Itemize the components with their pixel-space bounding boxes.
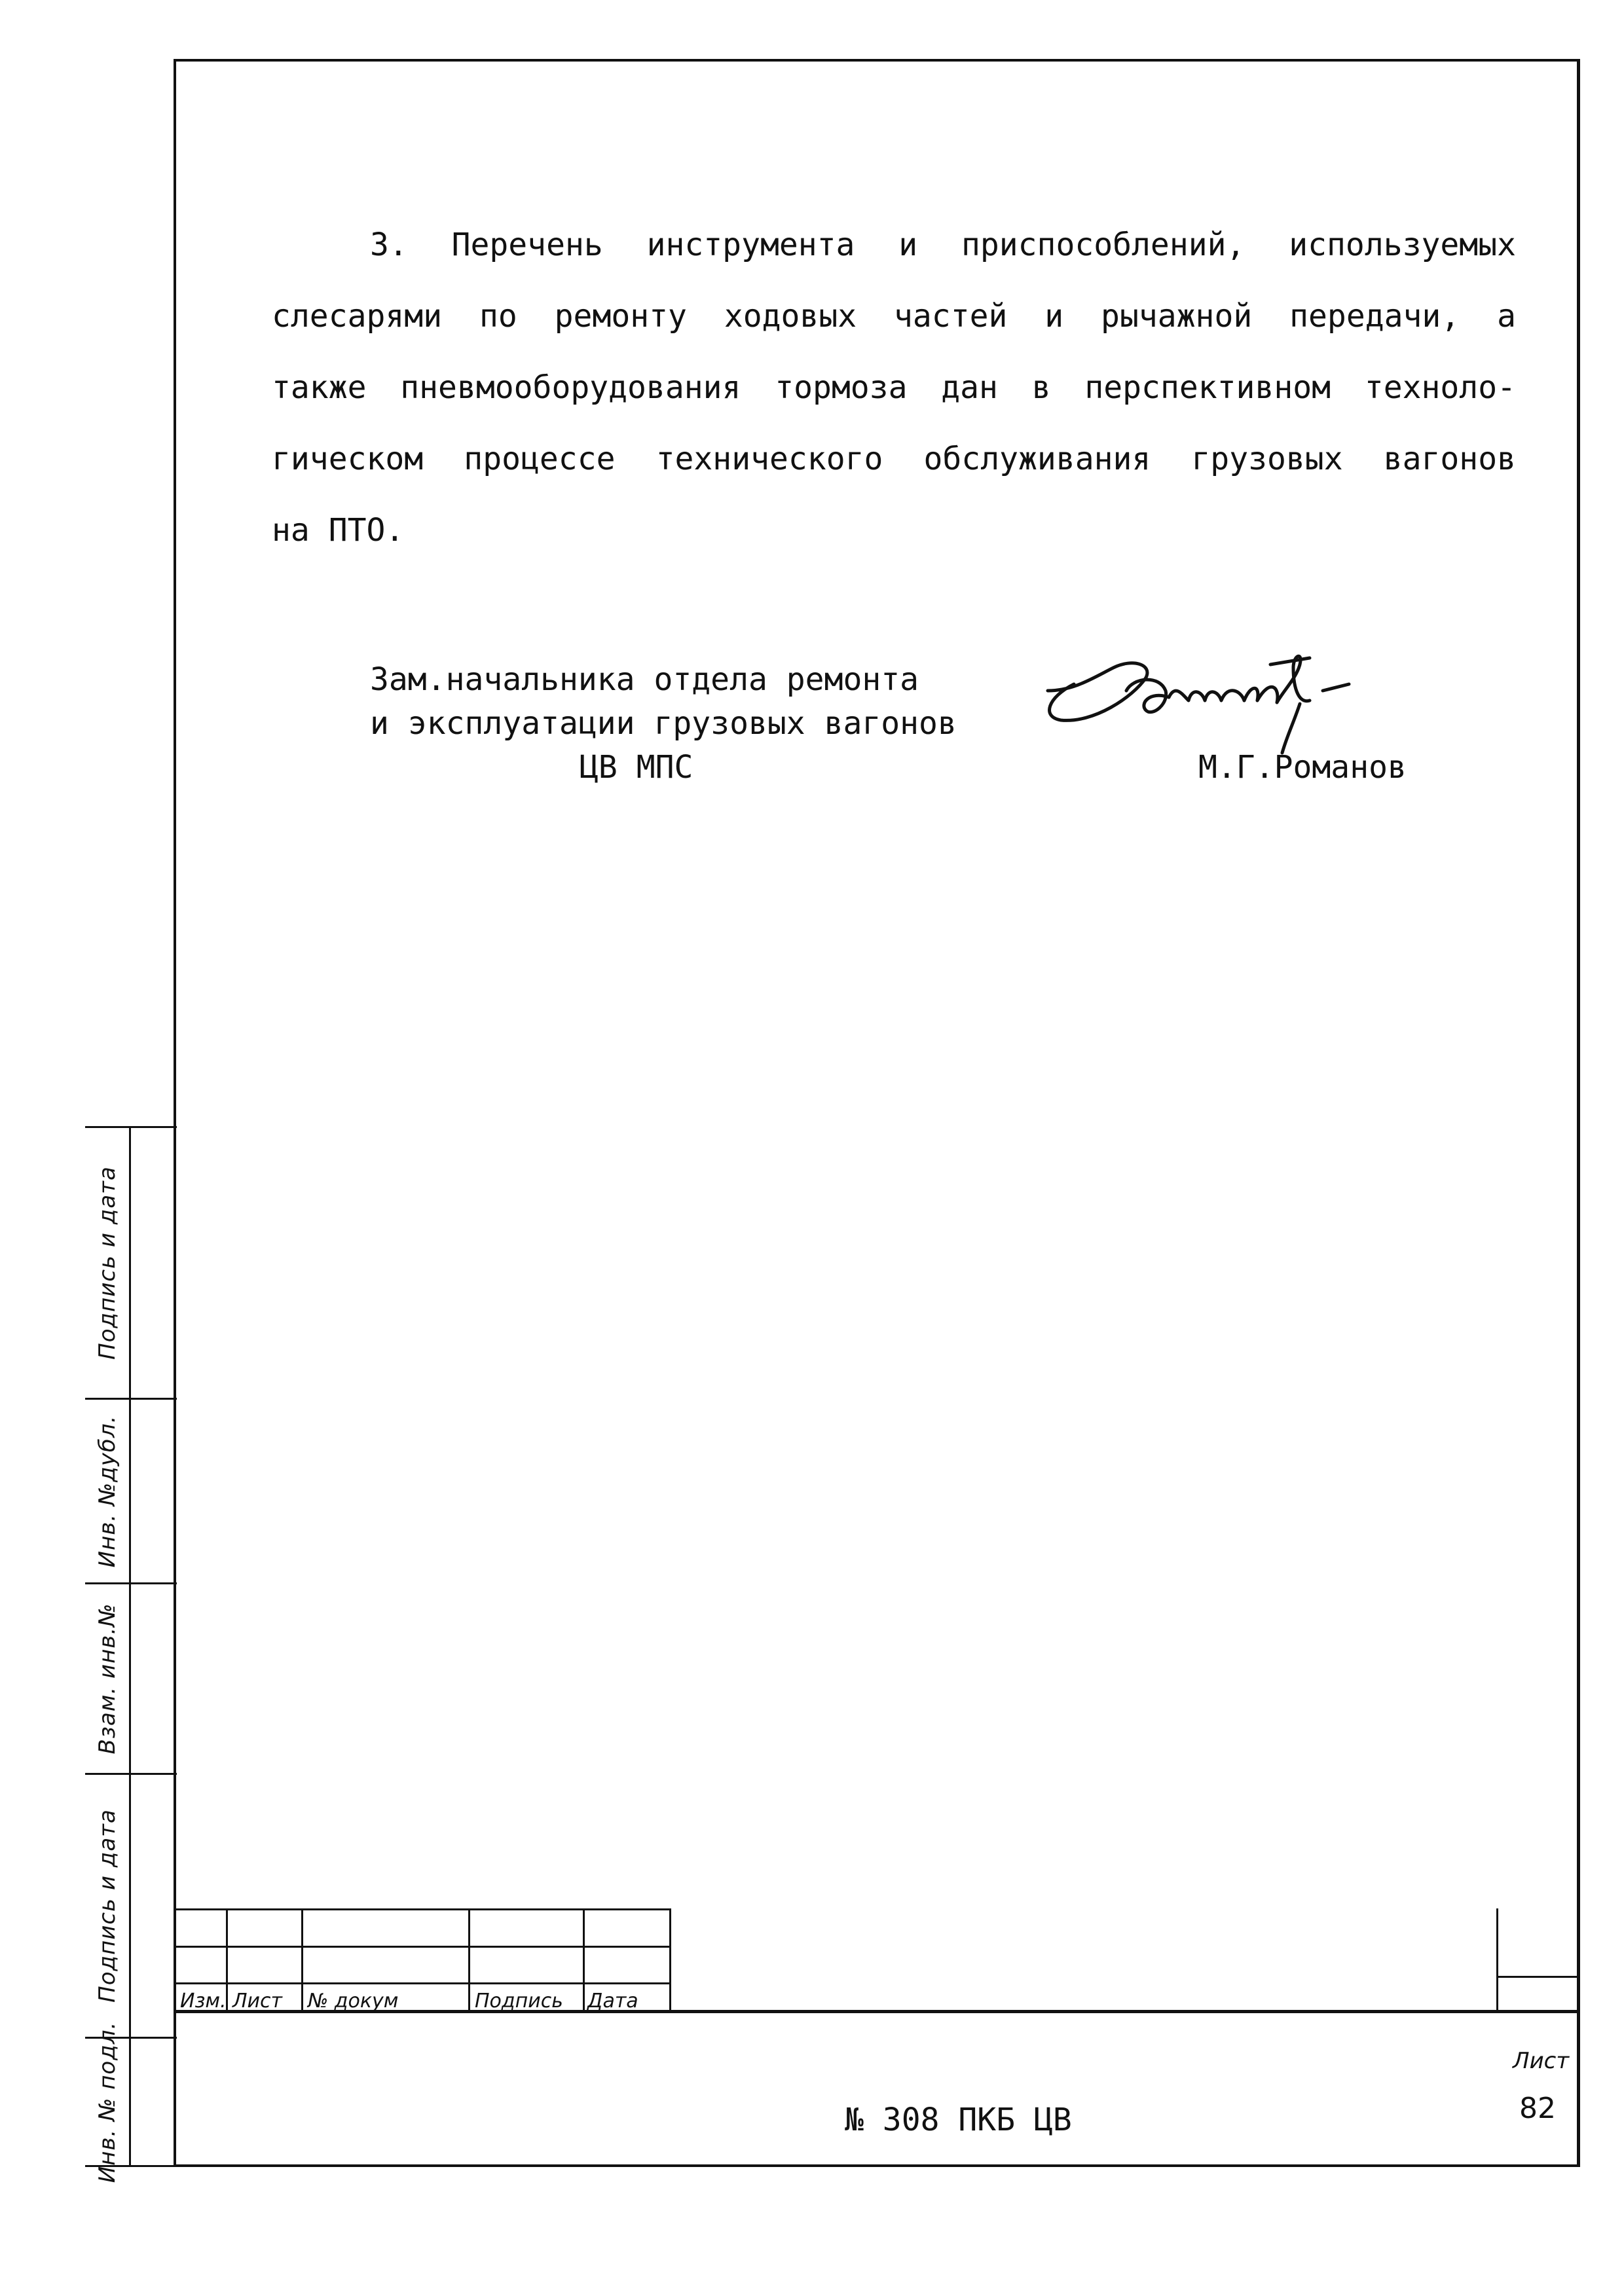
sheet-label: Лист [1513,2048,1570,2074]
body-line: слесарями по ремонту ходовых частей и рычажной передачи, а [272,298,1516,335]
strip-cell [85,2021,177,2183]
col-doc-number: № докум [308,1990,399,2013]
body-line: 3. Перечень инструмента и приспособлений, используемых [370,227,1516,263]
col-list: Лист [232,1990,283,2013]
signer-name: М.Г.Романов [1198,749,1407,786]
tb-rule [174,1946,671,1948]
strip-label: Инв. №дубл. [94,1415,120,1567]
body-line: гическом процессе технического обслуживания грузовых вагонов [272,441,1516,477]
signer-title-line1: Зам.начальника отдела ремонта [370,661,919,698]
tb-col-divider [301,1908,303,2013]
strip-cell [85,1773,177,2037]
tb-rule [1496,1976,1580,1978]
handwritten-signature [1035,638,1375,776]
body-paragraph [272,210,1516,566]
title-block [174,1908,1580,2013]
strip-label: Инв. № подл. [94,2021,120,2183]
sheet-number: 82 [1519,2092,1556,2125]
strip-label: Подпись и дата [94,1166,120,1360]
frame-right-extension [1577,2013,1580,2167]
frame-bottom-extension [174,2164,1580,2167]
tb-col-divider [468,1908,470,2013]
strip-label: Взам. инв.№ [94,1603,120,1755]
col-izm: Изм. [180,1990,227,2013]
body-line: на ПТО. [272,512,405,549]
tb-col-divider [583,1908,585,2013]
signer-title-line2: и эксплуатации грузовых вагонов [370,705,957,742]
document-number: № 308 ПКБ ЦВ [845,2102,1072,2138]
col-signature: Подпись [475,1990,563,2013]
strip-cell [85,1582,177,1773]
col-date: Дата [587,1990,638,2013]
body-line: также пневмооборудования тормоза дан в перспективном техноло- [272,369,1516,406]
tb-rule [174,1982,671,1984]
left-registration-strip [85,1126,177,2183]
strip-label: Подпись и дата [94,1809,120,2003]
tb-rule [174,1908,671,1910]
signer-title-line3: ЦВ МПС [580,749,693,786]
tb-col-divider [669,1908,671,2013]
strip-cell [85,1398,177,1582]
strip-cell [85,1126,177,1398]
tb-col-divider [1496,1908,1498,2013]
